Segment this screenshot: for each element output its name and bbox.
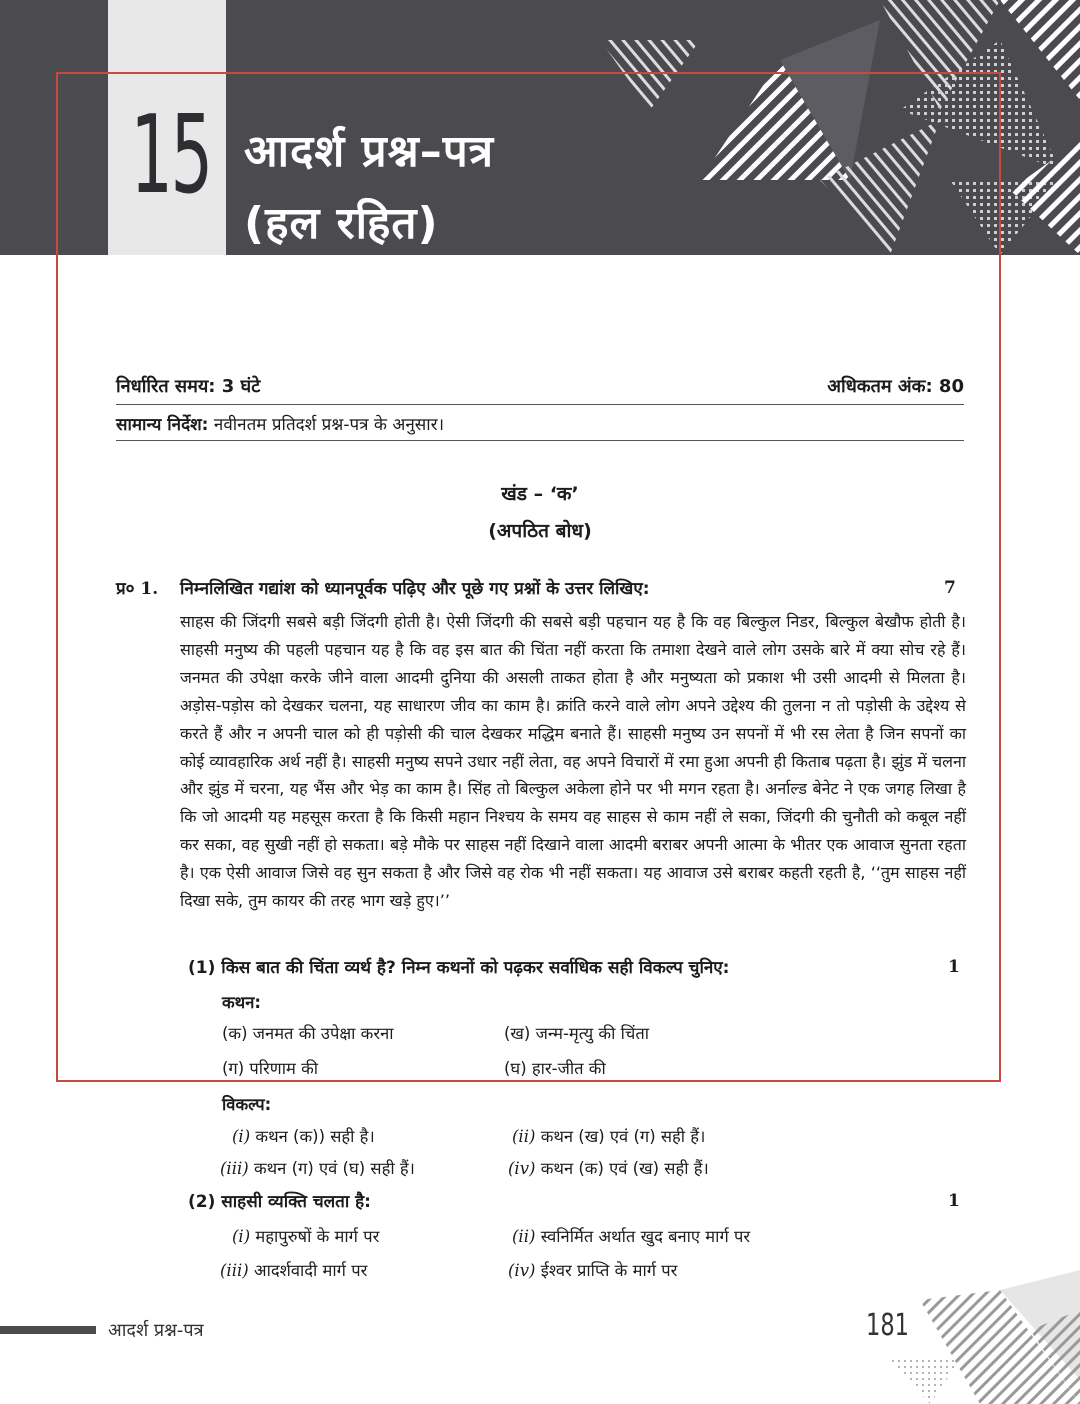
option-numeral: (iv) (508, 1159, 536, 1178)
statement-gha: (घ) हार-जीत की (504, 1059, 606, 1078)
reading-passage: साहस की जिंदगी सबसे बड़ी जिंदगी होती है। ऐसी जिंदगी की सबसे बड़ी पहचान यह है कि वह बिल्कुल निडर, बिल्कुल बेखौफ होती है। साहसी मनुष्य की पहली पहचान यह है कि वह इस बात की चिंता नहीं करता कि तमाशा देखने वाले लोग उसके बारे में क्या सोच रहे हैं। जनमत की उपेक्षा करके जीने वाला आदमी दुनिया की असली ताकत होता है और मनुष्यता को प्रकाश भी उसी आदमी से मिलता है। अड़ोस-पड़ोस को देखकर चलना, यह साधारण जीव का काम है। क्रांति करने वाले लोग अपने उद्देश्य की तुलना न तो पड़ोसी के उद्देश्य से करते हैं और न अपनी चाल को ही पड़ोसी की चाल देखकर मद्धिम बनाते हैं। साहसी मनुष्य उन सपनों में भी रस लेता है जिन सपनों का कोई व्यावहारिक अर्थ नहीं है। साहसी मनुष्य सपने उधार नहीं लेता, वह अपने विचारों में रमा हुआ अपनी ही किताब पढ़ता है। झुंड में चलना और झुंड में चरना, यह भैंस और भेड़ का काम है। सिंह तो बिल्कुल अकेला होने पर भी मगन रहता है। अर्नाल्ड बेनेट ने एक जगह लिखा है कि जो आदमी यह महसूस करता है कि किसी महान निश्चय के समय वह साहस से काम नहीं ले सका, जिंदगी की चुनौती को कबूल नहीं कर सका, वह सुखी नहीं हो सकता। बड़े मौके पर साहस नहीं दिखाने वाला आदमी बराबर अपनी आत्मा के भीतर एक आवाज सुनता रहता है। एक ऐसी आवाज जिसे वह सुन सकता है और जिसे वह रोक भी नहीं सकता। यह आवाज उसे बराबर कहती रहती है, ‘‘तुम साहस नहीं दिखा सके, तुम कायर की तरह भाग खड़े हुए।’’ (180, 612, 966, 911)
option-numeral: (i) (232, 1127, 251, 1146)
option-text: आदर्शवादी मार्ग पर (253, 1261, 368, 1280)
subquestion-2: (2) साहसी व्यक्ति चलता है: (188, 1192, 371, 1212)
option-text: ईश्वर प्राप्ति के मार्ग पर (540, 1261, 678, 1280)
option-1-iii (220, 1156, 415, 1179)
option-text: कथन (ख) एवं (ग) सही हैं। (540, 1127, 706, 1146)
question-number: प्र० 1. (116, 579, 159, 599)
statements-label: कथन: (222, 993, 261, 1012)
option-text: कथन (क) एवं (ख) सही हैं। (540, 1159, 709, 1178)
option-numeral: (iii) (220, 1261, 249, 1280)
option-2-i (232, 1224, 379, 1247)
option-text: महापुरुषों के मार्ग पर (255, 1227, 380, 1246)
page-number: 181 (866, 1308, 909, 1343)
option-numeral: (i) (232, 1227, 251, 1246)
option-2-ii (512, 1224, 750, 1247)
question-text: निम्नलिखित गद्यांश को ध्यानपूर्वक पढ़िए और पूछे गए प्रश्नों के उत्तर लिखिए: (180, 579, 650, 599)
footer-bar (0, 1326, 96, 1334)
statement-ka: (क) जनमत की उपेक्षा करना (222, 1024, 394, 1043)
option-numeral: (ii) (512, 1127, 536, 1146)
statement-ga: (ग) परिणाम की (222, 1059, 319, 1078)
subquestion-2-marks: 1 (948, 1191, 960, 1211)
corner-triangle-decoration (880, 1270, 1080, 1404)
chapter-header (0, 0, 1080, 255)
option-1-iv (508, 1156, 709, 1179)
section-subtitle: (अपठित बोध) (488, 520, 592, 542)
option-text: कथन (क)) सही है। (255, 1127, 375, 1146)
section-heading: खंड – ‘क’ (501, 483, 579, 505)
option-numeral: (ii) (512, 1227, 536, 1246)
question-marks: 7 (944, 578, 956, 598)
option-text: स्वनिर्मित अर्थात खुद बनाए मार्ग पर (540, 1227, 751, 1246)
option-2-iv (508, 1258, 677, 1281)
chapter-number: 15 (130, 93, 211, 218)
option-text: कथन (ग) एवं (घ) सही हैं। (253, 1159, 415, 1178)
divider-top (116, 404, 964, 405)
chapter-subtitle: (हल रहित) (244, 198, 439, 249)
instruction-label: सामान्य निर्देश: (116, 415, 209, 435)
time-allowed: निर्धारित समय: 3 घंटे (116, 376, 261, 397)
max-marks: अधिकतम अंक: 80 (827, 376, 964, 397)
subquestion-1-marks: 1 (948, 957, 960, 977)
subquestion-1: (1) किस बात की चिंता व्यर्थ है? निम्न कथनों को पढ़कर सर्वाधिक सही विकल्प चुनिए: (188, 958, 730, 978)
option-2-iii (220, 1258, 367, 1281)
option-1-ii (512, 1124, 705, 1147)
option-numeral: (iii) (220, 1159, 249, 1178)
general-instructions (116, 412, 444, 435)
option-numeral: (iv) (508, 1261, 536, 1280)
chapter-title: आदर्श प्रश्न–पत्र (244, 126, 494, 177)
options-label: विकल्प: (222, 1095, 272, 1114)
option-1-i (232, 1124, 375, 1147)
instruction-text: नवीनतम प्रतिदर्श प्रश्न-पत्र के अनुसार। (208, 415, 445, 435)
statement-kha: (ख) जन्म-मृत्यु की चिंता (504, 1024, 650, 1043)
divider-bottom (116, 440, 964, 441)
running-title: आदर्श प्रश्न-पत्र (108, 1320, 204, 1341)
